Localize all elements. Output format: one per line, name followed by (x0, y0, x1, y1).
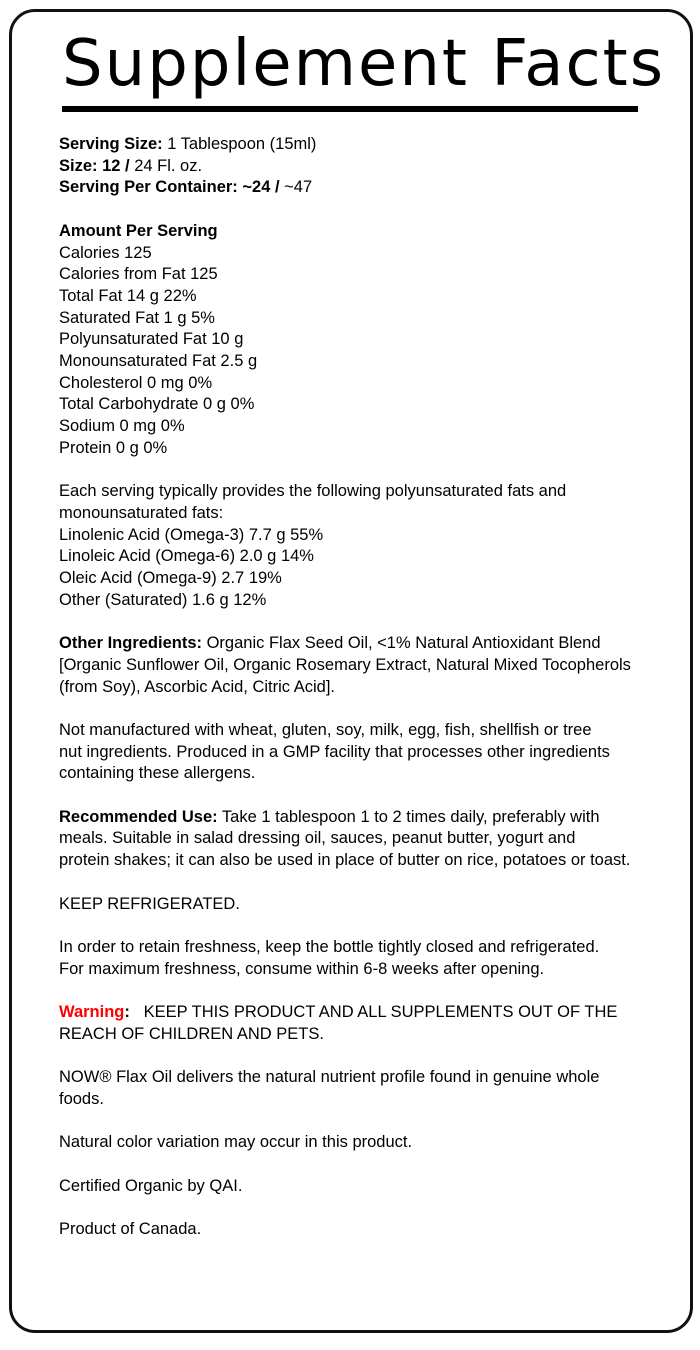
fatty-acid-row: Linolenic Acid (Omega-3) 7.7 g 55% (59, 525, 324, 544)
recommended-use-text: meals. Suitable in salad dressing oil, sauces, peanut butter, yogurt and (59, 829, 576, 848)
fats-intro: monounsaturated fats: (59, 503, 224, 522)
nutrient-profile-note: foods. (59, 1089, 104, 1108)
serving-size-label: Serving Size: (59, 135, 163, 153)
servings-per-container-label: Serving Per Container: ~24 / (59, 178, 280, 197)
nutrient-row: Calories from Fat 125 (59, 265, 218, 284)
allergen-statement: containing these allergens. (59, 764, 256, 783)
container-size-line (59, 156, 679, 178)
serving-size-value: 1 Tablespoon (15ml) (162, 135, 317, 153)
certification-note: Certified Organic by QAI. (59, 1176, 243, 1195)
nutrient-row: Protein 0 g 0% (59, 438, 168, 457)
freshness-note: For maximum freshness, consume within 6-8 weeks after opening. (59, 959, 545, 978)
serving-size-line (59, 134, 679, 156)
nutrient-row: Cholesterol 0 mg 0% (59, 373, 213, 392)
fatty-acid-row: Oleic Acid (Omega-9) 2.7 19% (59, 569, 282, 588)
servings-per-container-value: ~47 (279, 178, 313, 197)
servings-per-container-line (59, 177, 679, 199)
nutrient-row: Sodium 0 mg 0% (59, 417, 185, 436)
container-size-label: Size: 12 / (59, 156, 130, 175)
other-ingredients-label: Other Ingredients: (59, 634, 203, 653)
origin-note: Product of Canada. (59, 1219, 202, 1238)
nutrient-profile-note: NOW® Flax Oil delivers the natural nutrient profile found in genuine whole (59, 1068, 600, 1087)
nutrient-row: Total Carbohydrate 0 g 0% (59, 395, 255, 414)
fatty-acid-row: Other (Saturated) 1.6 g 12% (59, 590, 267, 609)
label-content (59, 134, 679, 1241)
nutrient-row: Saturated Fat 1 g 5% (59, 308, 215, 327)
nutrient-row: Polyunsaturated Fat 10 g (59, 330, 244, 349)
nutrient-row: Total Fat 14 g 22% (59, 286, 197, 305)
nutrient-row: Calories 125 (59, 243, 152, 262)
fats-intro: Each serving typically provides the following polyunsaturated fats and (59, 482, 567, 501)
other-ingredients-text: [Organic Sunflower Oil, Organic Rosemary Extract, Natural Mixed Tocopherols (59, 655, 631, 674)
warning-label: Warning (59, 1003, 125, 1021)
amount-per-serving-heading: Amount Per Serving (59, 221, 218, 240)
warning-text: REACH OF CHILDREN AND PETS. (59, 1024, 324, 1043)
other-ingredients-text: (from Soy), Ascorbic Acid, Citric Acid]. (59, 677, 335, 696)
other-ingredients: Other Ingredients: Organic Flax Seed Oil, <1% Natural Antioxidant Blend (59, 634, 601, 653)
warning-statement: Warning: KEEP THIS PRODUCT AND ALL SUPPLEMENTS OUT OF THE (59, 1003, 618, 1021)
recommended-use-text: protein shakes; it can also be used in place of butter on rice, potatoes or toast. (59, 851, 631, 870)
recommended-use: Recommended Use: Take 1 tablespoon 1 to 2 times daily, preferably with (59, 807, 600, 826)
nutrient-row: Monounsaturated Fat 2.5 g (59, 352, 258, 371)
recommended-use-label: Recommended Use: (59, 807, 218, 826)
title-divider (62, 106, 638, 112)
freshness-note: In order to retain freshness, keep the bottle tightly closed and refrigerated. (59, 937, 600, 956)
keep-refrigerated: KEEP REFRIGERATED. (59, 894, 240, 913)
page-title: Supplement Facts (62, 27, 666, 101)
allergen-statement: Not manufactured with wheat, gluten, soy, milk, egg, fish, shellfish or tree (59, 720, 592, 739)
color-variation-note: Natural color variation may occur in this product. (59, 1133, 413, 1152)
fatty-acid-row: Linoleic Acid (Omega-6) 2.0 g 14% (59, 547, 314, 566)
allergen-statement: nut ingredients. Produced in a GMP facility that processes other ingredients (59, 742, 610, 761)
container-size-value: 24 Fl. oz. (129, 156, 203, 175)
